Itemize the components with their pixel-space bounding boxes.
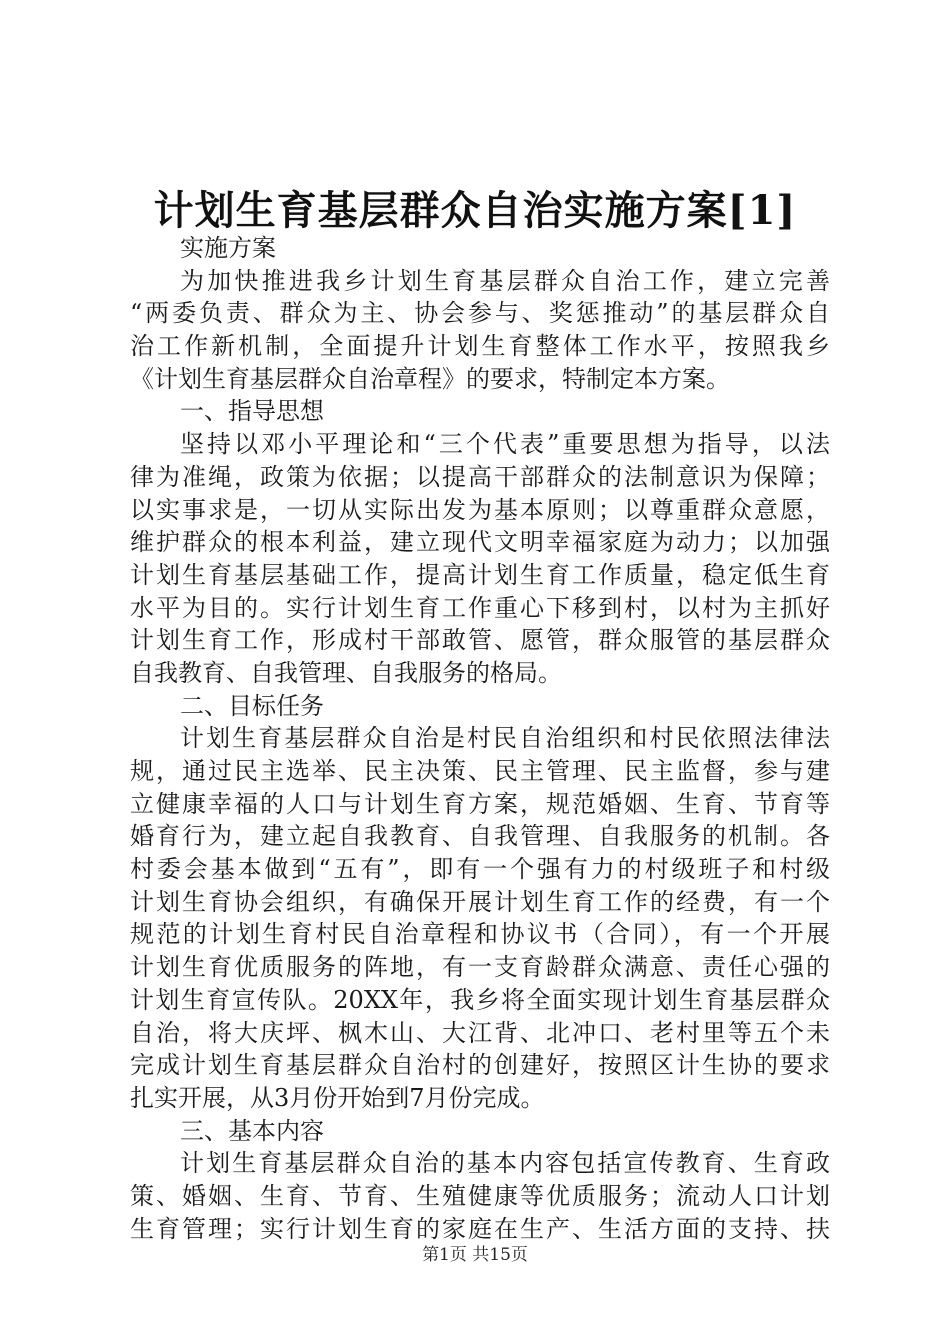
paragraph-line: 计划生育基层基础工作，提高计划生育工作质量，稳定低生育 [130,560,830,589]
paragraph-line: 为加快推进我乡计划生育基层群众自治工作，建立完善 [180,266,830,295]
paragraph-line: 治工作新机制，全面提升计划生育整体工作水平，按照我乡 [130,332,830,361]
paragraph-line: 完成计划生育基层群众自治村的创建好，按照区计生协的要求 [130,1051,830,1080]
document-title: 计划生育基层群众自治实施方案[1] [153,187,797,234]
paragraph-line: 以实事求是，一切从实际出发为基本原则；以尊重群众意愿， [130,495,830,524]
paragraph-line: 自治，将大庆坪、枫木山、大江背、北冲口、老村里等五个未 [130,1018,830,1047]
paragraph-line: 计划生育基层群众自治是村民自治组织和村民依照法律法 [180,724,830,753]
paragraph-line: 生育管理；实行计划生育的家庭在生产、生活方面的支持、扶 [130,1214,830,1243]
paragraph-line: 计划生育优质服务的阵地，有一支育龄群众满意、责任心强的 [130,953,830,982]
paragraph-line: 婚育行为，建立起自我教育、自我管理、自我服务的机制。各 [130,822,830,851]
section-heading: 三、基本内容 [180,1116,324,1145]
paragraph-line: 计划生育基层群众自治的基本内容包括宣传教育、生育政 [180,1149,830,1178]
document-body [130,232,830,1245]
paragraph-line: 计划生育工作，形成村干部敢管、愿管，群众服管的基层群众 [130,626,830,655]
section-heading: 二、目标任务 [180,691,324,720]
paragraph-line: 规，通过民主选举、民主决策、民主管理、民主监督，参与建 [130,757,830,785]
paragraph-line: 水平为目的。实行计划生育工作重心下移到村，以村为主抓好 [130,593,830,622]
section-heading: 一、指导思想 [180,397,324,426]
paragraph-line: “两委负责、群众为主、协会参与、奖惩推动”的基层群众自 [130,299,830,328]
paragraph-line: 坚持以邓小平理论和“三个代表”重要思想为指导，以法 [180,430,830,459]
paragraph-line: 计划生育协会组织，有确保开展计划生育工作的经费，有一个 [130,887,830,916]
page-footer: 第1页 共15页 [422,1245,528,1265]
paragraph-line: 策、婚姻、生育、节育、生殖健康等优质服务；流动人口计划 [130,1181,830,1210]
paragraph-line: 自我教育、自我管理、自我服务的格局。 [130,658,562,687]
paragraph-line: 规范的计划生育村民自治章程和协议书（合同），有一个开展 [130,920,830,949]
paragraph-line: 律为准绳，政策为依据；以提高干部群众的法制意识为保障； [130,462,830,491]
section-heading: 实施方案 [180,234,276,262]
paragraph-line: 维护群众的根本利益，建立现代文明幸福家庭为动力；以加强 [130,528,830,557]
paragraph-line: 扎实开展，从3月份开始到7月份完成。 [130,1083,545,1112]
paragraph-line: 村委会基本做到“五有”，即有一个强有力的村级班子和村级 [130,855,830,884]
paragraph-line: 立健康幸福的人口与计划生育方案，规范婚姻、生育、节育等 [130,789,830,818]
paragraph-line: 《计划生育基层群众自治章程》的要求，特制定本方案。 [130,364,730,393]
paragraph-line: 计划生育宣传队。20XX年，我乡将全面实现计划生育基层群众 [130,985,830,1014]
